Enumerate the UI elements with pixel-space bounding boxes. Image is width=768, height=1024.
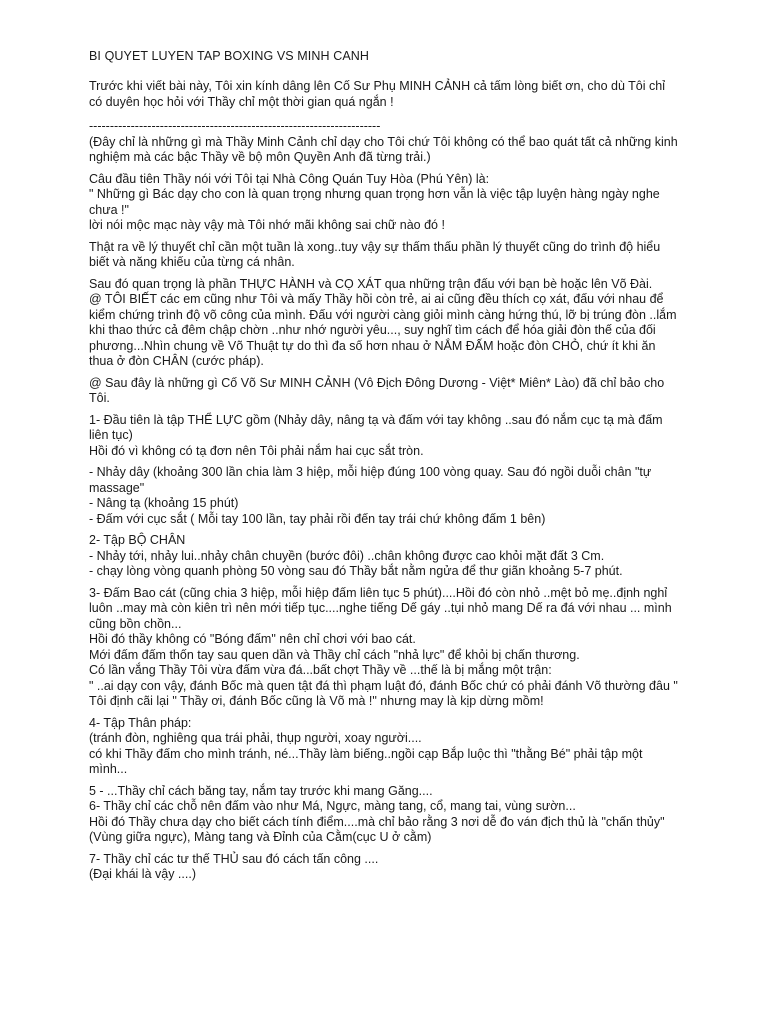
text-line: khi thao thức cả đêm chập chờn ..như nhớ người yêu..., suy nghĩ tìm cách để hóa giải đòn thế của đối	[89, 323, 656, 337]
text-line: liên tục)	[89, 428, 133, 442]
text-line: kiểm chứng trình độ võ công của mình. Đấu với người càng giỏi mình càng hứng thú, lỡ bị trúng đòn ..lắm	[89, 307, 677, 322]
text-line: Tôi định cãi lại " Thầy ơi, đánh Bốc cũng là Võ mà !" nhưng may là kịp dừng mồm!	[89, 694, 544, 708]
text-line: luôn ..may mà còn kiên trì nên mới tiếp tục....nghe tiếng Dế gáy ..tụi nhỏ mang Dế ra đá với nhau ... mình	[89, 601, 672, 615]
document-body	[89, 79, 729, 883]
paragraph	[89, 277, 729, 370]
text-line: có duyên học hỏi với Thầy chỉ một thời gian quá ngắn !	[89, 94, 394, 109]
text-line: Tôi.	[89, 391, 110, 405]
paragraph	[89, 413, 729, 460]
text-line: chưa !"	[89, 202, 129, 217]
text-line: Hồi đó Thầy chưa dạy cho biết cách tính điểm....mà chỉ bảo rằng 3 nơi dễ đo ván địch thủ là "chấn thủy"	[89, 814, 665, 829]
text-line: 1- Đầu tiên là tập THỂ LỰC gồm (Nhảy dây, nâng tạ và đấm với tay không ..sau đó nắm cục tạ mà đấm	[89, 412, 663, 427]
text-line: lời nói mộc mạc này vậy mà Tôi nhớ mãi không sai chữ nào đó !	[89, 218, 445, 232]
text-line: có khi Thầy đấm cho mình tránh, né...Thầy làm biếng..ngồi cạp Bắp luộc thì "thằng Bé" phải tập một	[89, 746, 643, 761]
text-line: 5 - ...Thầy chỉ cách băng tay, nắm tay trước khi mang Găng....	[89, 783, 433, 798]
text-line: 3- Đấm Bao cát (cũng chia 3 hiệp, mỗi hiệp đấm liên tục 5 phút)....Hồi đó còn nhỏ ..mệt bỏ mẹ..định nghỉ	[89, 585, 668, 600]
text-line: biết và năng khiếu của từng cá nhân.	[89, 255, 295, 269]
text-line: @ TÔI BIẾT các em cũng như Tôi và mấy Thầy hồi còn trẻ, ai ai cũng đều thích cọ xát, đấu với nhau để	[89, 292, 664, 306]
text-line: Hồi đó vì không có tạ đơn nên Tôi phải nắm hai cục sắt tròn.	[89, 443, 424, 458]
text-line: ----------------------------------------------------------------------	[89, 119, 381, 133]
text-line: (Đại khái là vậy ....)	[89, 867, 196, 881]
text-line: Mới đấm đấm thốn tay sau quen dần và Thầy chỉ cách "nhả lực" để khỏi bị chấn thương.	[89, 647, 580, 662]
text-line: (Vùng giữa ngực), Màng tang và Đỉnh của Cằm(cục U ở cằm)	[89, 830, 432, 844]
text-line: " Những gì Bác dạy cho con là quan trọng nhưng quan trọng hơn vẫn là việc tập luyện hàng ngày nghe	[89, 187, 660, 201]
text-line: phương...Nhìn chung về Võ Thuật tự do thì đa số hơn nhau ở NẮM ĐẤM hoặc đòn CHỎ, chứ ít khi ăn	[89, 338, 656, 353]
text-line: - Nhảy dây (khoảng 300 lần chia làm 3 hiệp, mỗi hiệp đúng 100 vòng quay. Sau đó ngồi duỗi chân "tự	[89, 465, 652, 479]
paragraph	[89, 533, 729, 580]
text-line: (Đây chỉ là những gì mà Thầy Minh Cảnh chỉ dạy cho Tôi chứ Tôi không có thể bao quát tất cả những kinh	[89, 134, 678, 149]
text-line: mình...	[89, 762, 128, 776]
paragraph	[89, 586, 729, 710]
text-line: cũng bồn chồn...	[89, 616, 182, 631]
paragraph	[89, 119, 729, 166]
paragraph	[89, 79, 729, 110]
text-line: thua ở đòn CHÂN (cước pháp).	[89, 354, 264, 368]
text-line: - Đấm với cục sắt ( Mỗi tay 100 lần, tay phải rồi đến tay trái chứ không đấm 1 bên)	[89, 511, 546, 526]
document-title: BI QUYET LUYEN TAP BOXING VS MINH CANH	[89, 49, 370, 63]
text-line: Hồi đó thầy không có "Bóng đấm" nên chỉ chơi với bao cát.	[89, 632, 416, 646]
text-line: " ..ai dạy con vậy, đánh Bốc mà quen tật đá thì phạm luật đó, đánh Bốc chứ có phải đánh Võ thường đâu "	[89, 678, 678, 693]
text-line: Có lần vắng Thầy Tôi vừa đấm vừa đá...bất chợt Thầy về ...thế là bị mắng một trận:	[89, 663, 552, 677]
text-line: massage"	[89, 480, 145, 495]
paragraph	[89, 172, 729, 234]
paragraph	[89, 465, 729, 527]
text-line: 6- Thầy chỉ các chỗ nên đấm vào như Má, Ngực, màng tang, cổ, mang tai, vùng sườn...	[89, 799, 576, 813]
text-line: Thật ra về lý thuyết chỉ cần một tuần là xong..tuy vậy sự thấm thấu phần lý thuyết cũng do trình độ hiểu	[89, 239, 661, 254]
text-line: - chạy lòng vòng quanh phòng 50 vòng sau đó Thầy bắt nằm ngửa để thư giãn khoảng 5-7 phút.	[89, 564, 623, 578]
text-line: Sau đó quan trọng là phần THỰC HÀNH và CỌ XÁT qua những trận đấu với bạn bè hoặc lên Võ Đài.	[89, 276, 653, 291]
text-line: - Nâng tạ (khoảng 15 phút)	[89, 496, 239, 510]
document-page	[89, 48, 729, 889]
paragraph	[89, 784, 729, 846]
text-line: 7- Thầy chỉ các tư thế THỦ sau đó cách tấn công ....	[89, 851, 379, 866]
text-line: nghiệm mà các bậc Thầy về bộ môn Quyền Anh đã từng trải.)	[89, 150, 431, 164]
paragraph	[89, 716, 729, 778]
text-line: Trước khi viết bài này, Tôi xin kính dâng lên Cố Sư Phụ MINH CẢNH cả tấm lòng biết ơn, cho dù Tôi chỉ	[89, 79, 665, 93]
paragraph	[89, 376, 729, 407]
text-line: @ Sau đây là những gì Cố Võ Sư MINH CẢNH (Vô Địch Đông Dương - Việt* Miên* Lào) đã chỉ bảo cho	[89, 375, 665, 390]
text-line: Câu đầu tiên Thầy nói với Tôi tại Nhà Công Quán Tuy Hòa (Phú Yên) là:	[89, 171, 490, 186]
text-line: 2- Tập BỘ CHÂN	[89, 533, 186, 547]
text-line: 4- Tập Thân pháp:	[89, 715, 192, 730]
paragraph	[89, 852, 729, 883]
text-line: (tránh đòn, nghiêng qua trái phải, thụp người, xoay người....	[89, 731, 422, 745]
paragraph	[89, 240, 729, 271]
text-line: - Nhảy tới, nhảy lui..nhảy chân chuyền (bước đôi) ..chân không được cao khỏi mặt đất 3 Cm.	[89, 548, 605, 563]
